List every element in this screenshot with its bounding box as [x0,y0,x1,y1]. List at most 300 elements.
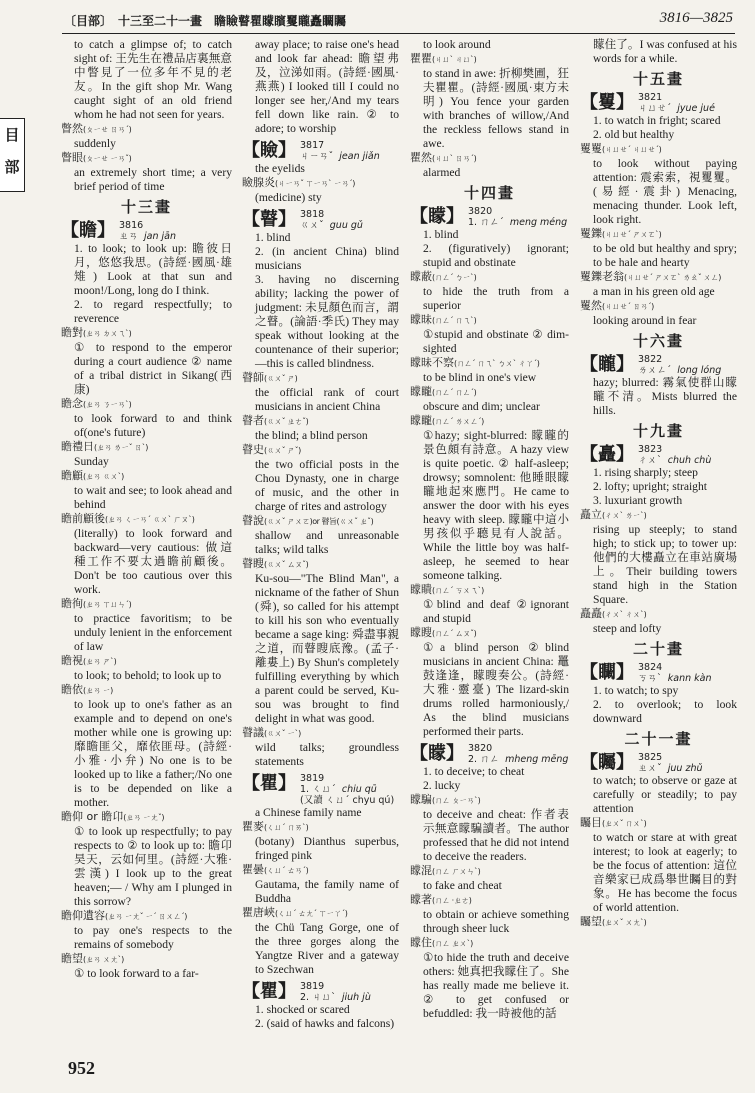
headword-entry [61,220,232,242]
definition-text: 1. rising sharply; steep [593,466,698,479]
compound-word-entry [242,557,399,572]
definition-text: to look around [423,38,491,51]
stroke-count-heading: 十五畫 [632,70,684,88]
definition-text: to hide the truth from a superior [423,285,569,312]
compound-word-entry [410,583,569,598]
zhuyin-reading: (ㄓㄢ ㄉㄨㄟˋ) [83,329,132,338]
compound-word: 矇混 [410,864,432,877]
headword-entry [580,354,737,376]
definition-text: to watch or stare at with great interest; to look at eagerly; to be the focus of attention: 這位音樂家已成爲舉世矚目的對象。He has become the focus of world attention. [593,831,737,914]
compound-word: 瞻禮日 [61,440,94,453]
compound-word-entry [61,122,232,137]
compound-word-entry [580,816,737,831]
headword-info [300,209,363,231]
zhuyin-reading: (ㄓㄢ ㄋㄧㄢˋ) [83,400,132,409]
romanization: juu zhǔ [667,763,703,774]
zhuyin-reading: (ㄓㄢ ㄧㄤˇ ㄧˊ ㄖㄨㄥˊ) [105,912,187,921]
definition-text: 1. blind [423,228,459,241]
compound-word: 矍然 [580,299,602,312]
headword-info [300,773,394,806]
compound-word: 矇瞶 [410,583,432,596]
headword-info [638,354,721,376]
headword-entry [580,444,737,466]
definition-text: a Chinese family name [255,806,362,819]
compound-word-entry [61,440,232,455]
headword-reading [638,103,715,114]
zhuyin-reading: (ㄓㄢ ㄍㄨˋ) [83,472,124,481]
compound-word: 矇昧不察 [410,356,454,369]
definition-text: 1. blind [255,231,291,244]
compound-word: 瞻念 [61,397,83,410]
definition-text: alarmed [423,166,461,179]
zhuyin-reading: (ㄇㄥˊ ㄇㄟˋ) [432,316,477,325]
zhuyin-reading: (ㄇㄥˊ ㄎㄨㄟˋ) [432,586,484,595]
zhuyin-reading: (ㄍㄨˇ ㄕㄨㄛ)or 瞽旨(ㄍㄨˇ ㄓˇ) [264,517,374,526]
headword-reading [300,220,363,231]
definition-text: the two official posts in the Chou Dynasty, one in charge of music, and the other in charge of rites and astrology [255,458,399,513]
romanization: chiu qū [341,784,377,795]
compound-word: 瞽師 [242,371,264,384]
definition-text: 2. to overlook; to look downward [593,698,737,725]
zhuyin-reading: (ㄓㄢ ㄨㄤˋ) [83,955,124,964]
definition-text: to fake and cheat [423,879,502,892]
definition-text: Sunday [74,455,109,468]
compound-word-entry [61,952,232,967]
romanization: kann kàn [667,673,712,684]
zhuyin-reading: (ㄐㄩㄝˊ ㄕㄨㄛˋ) [602,230,662,239]
zhuyin-reading: (ㄔㄨˋ ㄔㄨˋ) [602,610,647,619]
definition-text: an extremely short time; a very brief period of time [74,166,232,193]
compound-word: 瞥眼 [61,151,83,164]
definition-text: (literally) to look forward and backward—very cautious: 做這種工作不要太過瞻前顧後。Don't be too cautious over this work. [74,527,232,596]
compound-word: 瞻前顧後 [61,512,105,525]
romanization: jyue jué [677,103,715,114]
compound-word-entry [242,820,399,835]
compound-word: 矗立 [580,508,602,521]
definition-text: ①blind and deaf ②ignorant and stupid [423,598,569,625]
side-tab-char-2: 部 [4,158,20,176]
compound-word: 矇矓 [410,414,432,427]
compound-word: 矍鑠 [580,227,602,240]
headword-entry [580,662,737,684]
headword-entry [242,209,399,231]
headword-character: 【瞿】 [242,773,296,794]
compound-word: 矇矓 [410,385,432,398]
compound-word-entry [410,151,569,166]
definition-text: to deceive and cheat: 作者表示無意矇騙讀者。The author professed that he did not intend to deceive the readers. [423,808,569,863]
zhuyin-reading: (ㄑㄩˊ ㄇㄞˋ) [264,823,309,832]
compound-word-entry [61,683,232,698]
compound-word: 瞿唐峽 [242,906,275,919]
compound-word: 瞻對 [61,326,83,339]
definition-text: ①stupid and obstinate ② dim-sighted [423,328,569,355]
definition-text: 3. luxuriant growth [593,494,683,507]
compound-word: 矇昧 [410,313,432,326]
headword-entry [410,206,569,228]
headword-reading [638,763,703,774]
compound-word: 瞻徇 [61,597,83,610]
entry-number: 3821 [638,92,663,103]
romanization: jiuh jù [341,992,371,1003]
entry-number: 3820 [468,206,493,217]
compound-word-entry [410,864,569,879]
compound-word: 瞻顧 [61,469,83,482]
definition-text: to look without paying attention: 震索索，視矍矍。(易經·震卦) Menacing, menacing thunder. Look left, look right. [593,157,737,226]
zhuyin-reading: ㄍㄨˇ [300,220,324,231]
definition-text: 2. lofty; upright; straight [593,480,707,493]
definition-text: the Chü Tang Gorge, one of the three gorges along the Yangtze River and a gateway to Szechwan [255,921,399,976]
compound-word: 矍鑠老翁 [580,270,624,283]
zhuyin-reading: 2. ㄐㄩˋ [300,992,336,1003]
definition-text: shallow and unreasonable talks; wild talks [255,529,399,556]
definition-text: away place; to raise one's head and look far ahead: 瞻望弗及，泣涕如雨。(詩經·國風·燕燕) I looked till I could no longer see her,/And my tears fell down like rain. ② to adore; to worship [255,38,399,135]
header-section-title: 〔目部〕 十三至二十一畫 瞻瞼瞽瞿矇矉矍矓矗矙矚 [64,14,347,28]
zhuyin-reading: (ㄐㄧㄢˇ ㄒㄧㄢˋ ㄧㄢˊ) [275,179,355,188]
zhuyin-reading: (ㄐㄩˋ ㄐㄩˋ) [432,55,477,64]
zhuyin-reading: (ㄇㄥˊ ㄇㄥˊ) [432,388,477,397]
compound-word-entry [580,270,737,285]
definition-text: 1. to watch in fright; scared [593,114,721,127]
headword-character: 【矙】 [580,662,634,683]
compound-word-entry [580,142,737,157]
headword-character: 【矗】 [580,444,634,465]
compound-word-entry [242,371,399,386]
zhuyin-reading: ㄐㄩㄝˊ [638,103,672,114]
definition-text: to look; to behold; to look up to [74,669,222,682]
definition-text: 2. (said of hawks and falcons) [255,1017,395,1030]
compound-word: 瞽者 [242,414,264,427]
compound-word: 瞽史 [242,443,264,456]
radical-side-tab [0,118,25,192]
definition-text: 1. to look; to look up: 瞻彼日月，悠悠我思。(詩經·國風·雄雉) Look at that sun and moon!/Long, long do I think. [74,242,232,297]
definition-text: ① to look up respectfully; to pay respects to ② to look up to: 瞻卬昊天，云如何里。(詩經·大雅·雲漢) I look up to the great heaven;— / Why am I plunged in this sorrow? [74,825,232,908]
zhuyin-reading: (ㄇㄥˊ ㄅㄧˋ) [432,273,477,282]
headword-info [638,444,711,466]
entry-number: 3820 [468,743,493,754]
entry-number: 3816 [119,220,144,231]
compound-word-entry [242,863,399,878]
compound-word-entry [410,385,569,400]
compound-word: 瞻仰 or 瞻卬 [61,810,124,823]
definition-text: ①hazy; sight-blurred: 矇矓的景色頗有詩意。A hazy view is quite poetic. ② half-asleep; drowsy; somnolent: 他睡眼矇矓地起來應門。He came to answer the door with his eyes heavy with sleep. 矇矓中這小男孩似乎聽見有人說話。While the little boy was half-asleep, he seemed to hear someone talking. [423,429,569,582]
definition-text: 2. (in ancient China) blind musicians [255,245,399,272]
headword-reading [468,754,568,765]
definition-text: to obtain or achieve something through sheer luck [423,908,569,935]
compound-word: 瞻仰遺容 [61,909,105,922]
zhuyin-reading: (ㄍㄨˇ ㄕˇ) [264,446,301,455]
page-header [64,10,733,30]
zhuyin-reading: (ㄇㄥ ㄏㄨㄣˋ) [432,867,481,876]
stroke-count-heading: 十九畫 [632,422,684,440]
definition-text: obscure and dim; unclear [423,400,540,413]
headword-info [300,140,380,162]
zhuyin-reading: ㄌㄨㄥˊ [638,365,672,376]
headword-info [638,662,712,684]
header-entry-range: 3816—3825 [659,10,733,26]
zhuyin-reading: 1. ㄇㄥˊ [468,217,504,228]
definition-text: rising up steeply; to stand high; to stick up; to tower up: 他們的大樓矗立在車站廣場上。Their building towers stand high in the Station Square. [593,523,737,606]
headword-character: 【矇】 [410,743,464,764]
definition-text: to practice favoritism; to be unduly lenient in the enforcement of law [74,612,232,653]
compound-word-entry [242,414,399,429]
compound-word-entry [410,626,569,641]
zhuyin-reading: (ㄐㄩㄝˊ ㄐㄩㄝˊ) [602,145,662,154]
zhuyin-reading: 1. ㄑㄩˊ [300,784,336,795]
definition-text: to watch; to observe or gaze at carefully or steadily; to pay attention [593,774,737,815]
stroke-count-heading: 十四畫 [463,184,515,202]
zhuyin-reading: (ㄓㄢ ㄕˋ) [83,657,117,666]
compound-word-entry [61,397,232,412]
compound-word: 瞿曇 [242,863,264,876]
stroke-count-heading: 十六畫 [632,332,684,350]
compound-word-entry [410,52,569,67]
headword-character: 【瞼】 [242,140,296,161]
headword-entry [242,981,399,1003]
zhuyin-reading: (ㄍㄨˇ ㄧˋ) [264,729,301,738]
compound-word-entry [410,893,569,908]
definition-text: ① to look forward to a far- [74,967,199,980]
headword-entry [242,773,399,806]
entry-number: 3817 [300,140,325,151]
compound-word: 矍矍 [580,142,602,155]
compound-word-entry [580,915,737,930]
stroke-count-heading: 十三畫 [120,198,172,216]
zhuyin-reading: (ㄍㄨˇ ㄓㄜˇ) [264,417,309,426]
definition-text: 1. shocked or scared [255,1003,350,1016]
compound-word: 瞿然 [410,151,432,164]
zhuyin-reading: (ㄓㄢ ㄑㄧㄢˊ ㄍㄨˋ ㄏㄡˋ) [105,515,195,524]
romanization: long lóng [677,365,722,376]
headword-reading [468,217,567,228]
compound-word: 矇瞍 [410,626,432,639]
zhuyin-reading: ㄔㄨˋ [638,455,662,466]
compound-word: 矗矗 [580,607,602,620]
definition-text: ①a blind person ②blind musicians in ancient China: 鼉鼓逢逢，矇瞍奏公。(詩經·大雅·靈臺) The lizard-skin drums rolled harmoniously,/ As the blind musicians performed their parts. [423,641,569,738]
compound-word-entry [61,512,232,527]
zhuyin-reading: (ㄐㄩㄝˊ ㄕㄨㄛˋ ㄌㄠˇ ㄨㄥ) [624,273,721,282]
compound-word-entry [61,810,232,825]
definition-text: to be blind in one's view [423,371,537,384]
zhuyin-reading: (ㄓㄢ ㄧㄤˇ) [123,813,165,822]
zhuyin-reading: (ㄐㄩㄝˊ ㄖㄢˊ) [602,302,654,311]
headword-entry [410,743,569,765]
definition-text: a man in his green old age [593,285,715,298]
compound-word: 瞻視 [61,654,83,667]
definition-text: hazy; blurred: 霧氣使群山矇矓不清。Mists blurred the hills. [593,376,737,417]
compound-word: 瞻望 [61,952,83,965]
compound-word-entry [242,726,399,741]
headword-reading [638,455,711,466]
stroke-count-heading: 二十一畫 [624,730,693,748]
definition-text: wild talks; groundless statements [255,741,399,768]
romanization: jean jiǎn [339,151,380,162]
column-4 [580,38,737,930]
compound-word: 瞿麥 [242,820,264,833]
zhuyin-reading: (ㄍㄨˇ ㄙㄡˇ) [264,560,309,569]
header-rule [62,33,735,34]
headword-info [300,981,371,1003]
definition-text: ①to hide the truth and deceive others: 她真把我矇住了。She has really made me believe it. ② to get confused or befuddled: 我一時被他的話 [423,951,569,1020]
definition-text: 1. to deceive; to cheat [423,765,525,778]
headword-info [638,92,715,114]
definition-text: to wait and see; to look ahead and behind [74,484,232,511]
zhuyin-reading: (ㄇㄥ ㄓㄨˋ) [432,939,473,948]
zhuyin-reading: (ㄑㄩˊ ㄊㄤˊ ㄒㄧㄚˊ) [275,909,348,918]
definition-text: to be old but healthy and spry; to be hale and hearty [593,242,737,269]
zhuyin-reading: (ㄓㄨˇ ㄨㄤˋ) [602,918,647,927]
compound-word: 瞼腺炎 [242,176,275,189]
entry-number: 3819 [300,773,325,784]
compound-word: 瞥然 [61,122,83,135]
side-tab-char-1: 目 [4,126,20,144]
compound-word: 瞽瞍 [242,557,264,570]
entry-number: 3823 [638,444,663,455]
compound-word-entry [580,299,737,314]
headword-info [468,206,567,228]
zhuyin-reading: (ㄐㄩˋ ㄖㄢˊ) [432,154,477,163]
zhuyin-reading: (ㄓㄢ ㄒㄩㄣˊ) [83,600,132,609]
zhuyin-reading: (ㄇㄥˊ ㄇㄟˋ ㄅㄨˋ ㄔㄚˊ) [454,359,540,368]
entry-number: 3822 [638,354,663,365]
zhuyin-reading: ㄓㄢ [119,231,139,242]
definition-text: to look up to one's father as an example and to depend on one's mother while one is growing up: 靡瞻匪父，靡依匪母。(詩經·小雅·小弁) No one is to be looked up to like a father;/No one is to be depended on like a mother. [74,698,232,809]
headword-reading [119,231,176,242]
entry-number: 3819 [300,981,325,992]
compound-word-entry [61,909,232,924]
zhuyin-reading: ㄓㄨˇ [638,763,662,774]
romanization: chuh chù [667,455,712,466]
headword-character: 【瞽】 [242,209,296,230]
definition-text: (botany) Dianthus superbus, fringed pink [255,835,399,862]
romanization: meng méng [509,217,568,228]
compound-word-entry [410,313,569,328]
compound-word-entry [580,508,737,523]
definition-text: suddenly [74,137,116,150]
compound-word: 瞽說 [242,514,264,527]
compound-word: 瞽議 [242,726,264,739]
compound-word-entry [242,514,399,529]
compound-word-entry [410,270,569,285]
compound-word-entry [410,936,569,951]
compound-word-entry [242,906,399,921]
romanization: jan jān [144,231,176,242]
headword-entry [580,752,737,774]
zhuyin-reading: (ㄇㄥ ·ㄓㄜ) [432,896,472,905]
compound-word-entry [61,326,232,341]
headword-reading [300,992,371,1003]
definition-text: to look forward to and think of(one's future) [74,412,232,439]
compound-word-entry [61,654,232,669]
headword-character: 【瞿】 [242,981,296,1002]
compound-word: 矇住 [410,936,432,949]
compound-word: 瞻依 [61,683,83,696]
headword-character: 【矇】 [410,206,464,227]
definition-text: 2. lucky [423,779,461,792]
compound-word: 矇著 [410,893,432,906]
headword-info [119,220,176,242]
definition-text: the blind; a blind person [255,429,368,442]
romanization: guu gǔ [329,220,363,231]
zhuyin-reading: (ㄇㄥˊ ㄌㄨㄥˊ) [432,417,484,426]
definition-text: steep and lofty [593,622,662,635]
compound-word-entry [61,151,232,166]
headword-entry [242,140,399,162]
zhuyin-reading: (ㄇㄥˊ ㄙㄡˇ) [432,629,477,638]
definition-text: 3. having no discerning ability; lacking the power of judgment: 未見顏色而言，謂之瞽。(論語·季氏) They may speak without looking at the countenance of their superior; —this is called blindness. [255,273,399,370]
column-2 [242,38,399,1031]
zhuyin-reading: (ㄔㄨˋ ㄌㄧˋ) [602,511,647,520]
zhuyin-reading: (ㄓㄢ ㄌㄧˇ ㄖˋ) [94,443,148,452]
headword-reading [638,365,721,376]
zhuyin-reading: (ㄆㄧㄝ ㄧㄢˇ) [83,154,132,163]
definition-text: Gautama, the family name of Buddha [255,878,399,905]
definition-text: to pay one's respects to the remains of somebody [74,924,232,951]
column-3 [410,38,569,1021]
headword-reading [300,784,394,795]
definition-text: 2. to regard respectfully; to reverence [74,298,232,325]
headword-character: 【矍】 [580,92,634,113]
page-number: 952 [68,1058,95,1078]
zhuyin-reading: 2. ㄇㄥ [468,754,500,765]
entry-number: 3818 [300,209,325,220]
column-1 [61,38,232,981]
definition-text: Ku-sou—"The Blind Man", a nickname of the father of Shun (舜), so called for his attempt to kill his son who eventually became a sage king: 舜盡事親之道，而瞽瞍底豫。(孟子·離婁上) By Shun's completely fulfilling everything by which a parent could be served, Ku-sou was brought to find delight in what was good. [255,572,399,725]
compound-word-entry [410,793,569,808]
zhuyin-reading: (ㄑㄩˊ ㄊㄢˊ) [264,866,309,875]
alternate-reading: (又讀 ㄑㄩˊ chyu qú) [300,795,395,806]
compound-word-entry [61,469,232,484]
zhuyin-reading: ㄐㄧㄢˇ [300,151,334,162]
compound-word: 矚目 [580,816,602,829]
definition-text: to stand in awe: 折柳樊圃，狂夫瞿瞿。(詩經·國風·東方未明) You fence your garden with branches of willow,/And the reckless fellows stand in awe. [423,67,569,150]
romanization: mheng mēng [505,754,569,765]
definition-text: 矇住了。I was confused at his words for a while. [593,38,737,65]
zhuyin-reading: (ㄓㄢ ㄧ) [83,686,113,695]
compound-word: 矇騙 [410,793,432,806]
headword-character: 【瞻】 [61,220,115,241]
zhuyin-reading: (ㄇㄥ ㄆㄧㄢˋ) [432,796,481,805]
definition-text: 1. to watch; to spy [593,684,679,697]
definition-text: looking around in fear [593,314,697,327]
compound-word-entry [410,356,569,371]
headword-info [638,752,703,774]
entry-number: 3825 [638,752,663,763]
compound-word: 矇蔽 [410,270,432,283]
entry-number: 3824 [638,662,663,673]
definition-text: 2. (figuratively) ignorant; stupid and obstinate [423,242,569,269]
headword-reading [638,673,712,684]
definition-text: to catch a glimpse of; to catch sight of: 王先生在禮品店裏無意中瞥見了一位多年不見的老友。In the gift shop Mr. Wang caught sight of an old friend whom he had not seen for years. [74,38,232,121]
definition-text: the official rank of court musicians in ancient China [255,386,399,413]
headword-info [468,743,568,765]
compound-word-entry [580,607,737,622]
compound-word-entry [242,443,399,458]
compound-word-entry [61,597,232,612]
zhuyin-reading: ㄎㄢˋ [638,673,662,684]
definition-text: (medicine) sty [255,191,322,204]
compound-word-entry [242,176,399,191]
headword-character: 【矚】 [580,752,634,773]
definition-text: ① to respond to the emperor during a court audience ② name of a tribal district in Sikang(西康) [74,341,232,396]
headword-entry [580,92,737,114]
definition-text: the eyelids [255,162,305,175]
compound-word: 瞿瞿 [410,52,432,65]
zhuyin-reading: (ㄍㄨˇ ㄕ) [264,374,298,383]
stroke-count-heading: 二十畫 [632,640,684,658]
zhuyin-reading: (ㄓㄨˇ ㄇㄨˋ) [602,819,647,828]
headword-character: 【矓】 [580,354,634,375]
compound-word-entry [580,227,737,242]
